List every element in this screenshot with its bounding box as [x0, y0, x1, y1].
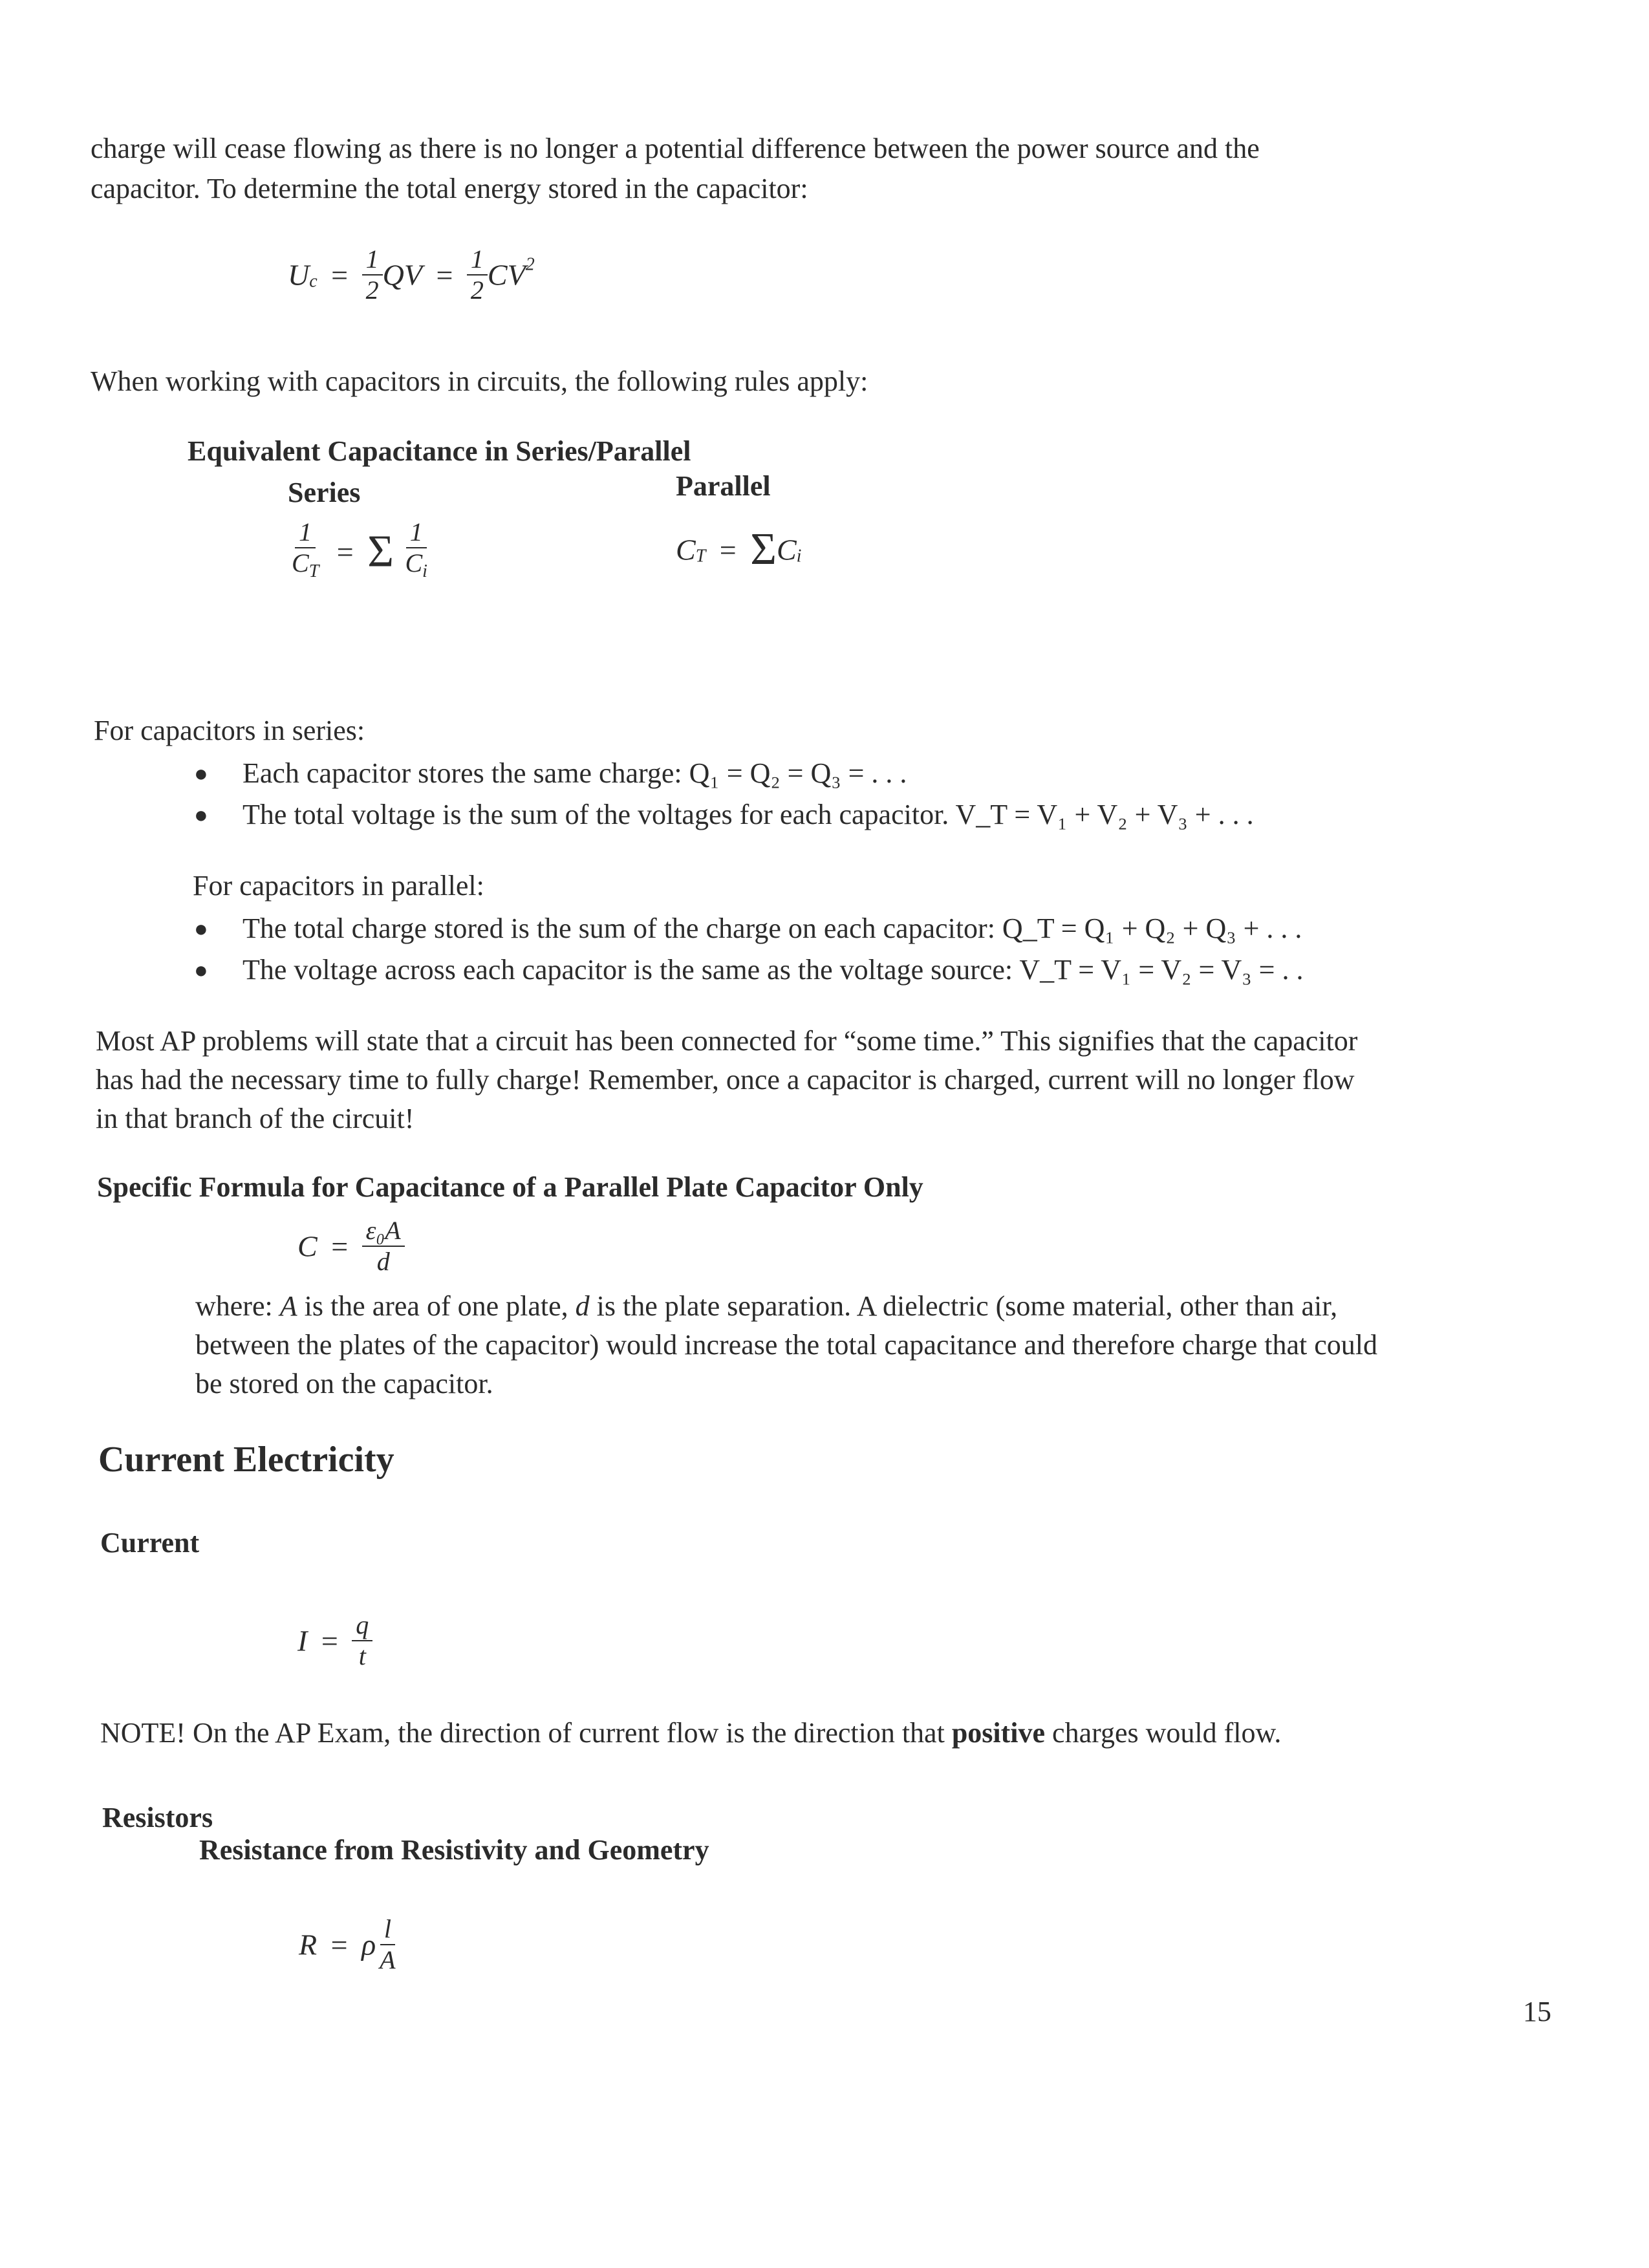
fraction-denominator: 2 [470, 275, 484, 305]
rho-symbol: ρ [361, 1928, 376, 1961]
parallel-heading: For capacitors in parallel: [193, 870, 484, 902]
resistance-equation [299, 1914, 400, 1975]
series-equation [288, 517, 431, 587]
current-note [100, 1714, 1281, 1753]
list-item [194, 753, 1254, 794]
series-heading: For capacitors in series: [94, 715, 365, 746]
i-subscript: i [422, 561, 427, 581]
equals-sign: = [719, 533, 737, 567]
energy-exponent: 2 [525, 254, 535, 275]
half-fraction [467, 244, 488, 305]
sigma-symbol: Σ [750, 524, 777, 574]
list-item [194, 794, 1254, 836]
note-text: NOTE! On the AP Exam, the direction of current flow is the direction that [100, 1717, 952, 1749]
equals-sign: = [436, 258, 453, 292]
ap-note-line-2: has had the necessary time to fully charge! Remember, once a capacitor is charged, current will no longer flow [96, 1064, 1355, 1096]
fraction-denominator [401, 548, 431, 587]
ap-note-line-1: Most AP problems will state that a circuit has been connected for “some time.” This signifies that the capacitor [96, 1025, 1358, 1057]
plate-where-line-1 [195, 1287, 1337, 1326]
fraction-numerator: 1 [467, 244, 488, 275]
energy-term-cv: CV [487, 258, 526, 292]
c-symbol: C [776, 533, 797, 567]
where-text: is the area of one plate, [297, 1290, 576, 1322]
plate-fraction [362, 1216, 405, 1277]
fraction-numerator: 1 [362, 244, 383, 275]
resistance-fraction [376, 1914, 399, 1975]
page-number: 15 [1523, 1996, 1551, 2027]
series-bullet-text: Each capacitor stores the same charge: Q₁ = Q₂ = Q₃ = . . . [242, 757, 907, 789]
c-symbol: C [405, 548, 423, 578]
c-symbol: C [297, 1229, 318, 1263]
plate-equation [297, 1216, 405, 1277]
series-bullet-text: The total voltage is the sum of the voltages for each capacitor. V_T = V₁ + V₂ + V₃ + . . . [242, 799, 1254, 830]
current-electricity-heading: Current Electricity [98, 1440, 394, 1480]
parallel-bullet-list [194, 908, 1303, 991]
parallel-bullet-text: The voltage across each capacitor is the same as the voltage source: V_T = V₁ = V₂ = V₃ = . . [242, 954, 1304, 986]
intro-line-2: capacitor. To determine the total energy stored in the capacitor: [91, 173, 808, 204]
fraction-numerator: l [380, 1914, 395, 1945]
resistors-heading: Resistors [102, 1802, 213, 1833]
parallel-bullet-text: The total charge stored is the sum of the charge on each capacitor: Q_T = Q₁ + Q₂ + Q₃ + . . . [242, 913, 1302, 944]
resistivity-heading: Resistance from Resistivity and Geometry [199, 1834, 709, 1866]
t-subscript: T [695, 546, 706, 567]
fraction-numerator: ε₀A [362, 1216, 405, 1247]
ap-note-line-3: in that branch of the circuit! [96, 1103, 415, 1134]
current-symbol: I [297, 1624, 308, 1658]
intro-line-1: charge will cease flowing as there is no longer a potential difference between the power source and the [91, 133, 1260, 164]
plate-where-line-2: between the plates of the capacitor) would increase the total capacitance and therefore charge that could [195, 1329, 1377, 1361]
area-symbol: A [279, 1290, 297, 1322]
rules-intro: When working with capacitors in circuits, the following rules apply: [91, 365, 868, 397]
energy-lhs: U [288, 258, 310, 292]
note-emphasis: positive [951, 1717, 1046, 1749]
separation-symbol: d [575, 1290, 590, 1322]
list-item [194, 949, 1303, 991]
series-lhs-fraction [288, 517, 323, 587]
fraction-numerator: 1 [295, 517, 316, 548]
parallel-equation [676, 524, 801, 576]
plate-where-line-3: be stored on the capacitor. [195, 1368, 493, 1399]
half-fraction [362, 244, 383, 305]
equals-sign: = [331, 258, 349, 292]
energy-equation [288, 244, 535, 305]
energy-term-qv: QV [382, 258, 422, 292]
series-label: Series [288, 477, 361, 508]
equals-sign: = [336, 535, 354, 568]
plate-heading: Specific Formula for Capacitance of a Parallel Plate Capacitor Only [97, 1171, 923, 1203]
i-subscript: i [796, 546, 802, 567]
series-rhs-fraction [401, 517, 431, 587]
t-subscript: T [308, 561, 319, 581]
energy-lhs-sub: c [309, 271, 318, 292]
fraction-denominator: 2 [365, 275, 379, 305]
bullet-icon: ● [194, 761, 208, 786]
equals-sign: = [321, 1624, 338, 1658]
parallel-label: Parallel [676, 470, 771, 502]
where-text: is the plate separation. A dielectric (some material, other than air, [589, 1290, 1338, 1322]
fraction-numerator: 1 [406, 517, 427, 548]
equiv-heading: Equivalent Capacitance in Series/Parallel [188, 435, 691, 467]
bullet-icon: ● [194, 802, 208, 828]
fraction-numerator: q [352, 1610, 372, 1641]
fraction-denominator: A [380, 1945, 396, 1974]
c-symbol: C [292, 548, 309, 578]
list-item [194, 908, 1303, 949]
bullet-icon: ● [194, 957, 208, 983]
equals-sign: = [330, 1928, 348, 1961]
current-equation [297, 1610, 372, 1671]
current-fraction [352, 1610, 372, 1671]
series-bullet-list [194, 753, 1254, 836]
fraction-denominator: d [376, 1247, 390, 1276]
where-label: where: [195, 1290, 280, 1322]
note-text: charges would flow. [1045, 1717, 1282, 1749]
sigma-symbol: Σ [367, 526, 394, 577]
bullet-icon: ● [194, 916, 208, 942]
equals-sign: = [331, 1229, 349, 1263]
fraction-denominator [288, 548, 323, 587]
c-symbol: C [676, 533, 696, 567]
resistance-symbol: R [299, 1928, 318, 1961]
current-heading: Current [100, 1527, 200, 1559]
fraction-denominator: t [358, 1641, 366, 1670]
